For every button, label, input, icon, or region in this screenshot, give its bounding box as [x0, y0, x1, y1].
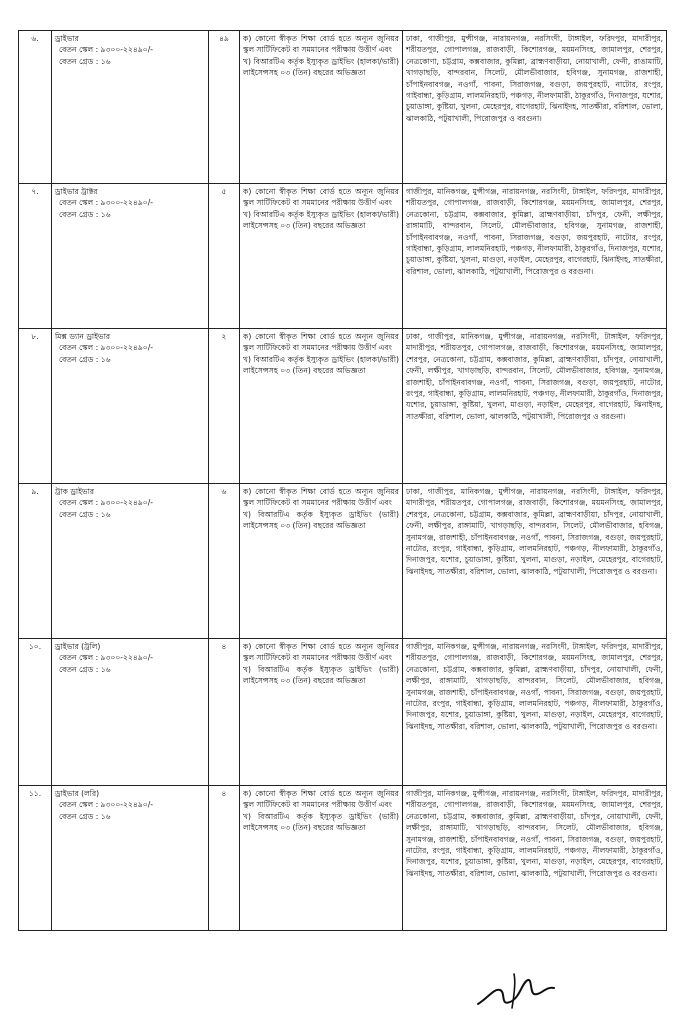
pay-scale: বেতন স্কেল : ৯৩০০-২২৪৯০/- — [59, 653, 153, 663]
eligible-districts: গাজীপুর, মানিকগঞ্জ, মুন্সীগঞ্জ, নারায়নগঞ্জ, নরসিংদী, টাঙ্গাইল, ফরিদপুর, মাদারীপুর, শরীয়তপুর, গোপালগঞ্জ, রাজবাড়ী, কিশোরগঞ্জ, ময়মনসিংহ, জামালপুর, শেরপুর, নেত্রকোনা, চট্টগ্রাম, কক্সবাজার, কুমিল্লা, ব্রাহ্মণবাড়ীয়া, চাঁদপুর, নোয়াখালী, ফেনী, লক্ষীপুর, রাঙ্গামাটি, খাগড়াছড়ি, বান্দরবান, সিলেট, মৌলভীবাজার, হবিগঞ্জ, সুনামগঞ্জ, রাজশাহী, চাঁপাইনবাবগঞ্জ, নওগাঁ, পাবনা, সিরাজগঞ্জ, বগুড়া, জয়পুরহাট, নাটোর, রংপুর, গাইবান্ধা, কুড়িগ্রাম, লালমনিরহাট, পঞ্চগড়, নীলফামারী, ঠাকুরগাঁও, দিনাজপুর, যশোর, চুয়াডাঙ্গা, কুষ্টিয়া, খুলনা, মাগুড়া, নড়াইল, মেহেরপুর, বাগেরহাট, ঝিনাইদহ, সাতক্ষীরা, বরিশাল, ভোলা, ঝালকাঠি, পটুয়াখালী, পিরোজপুর ও বরগুনা। — [403, 786, 667, 931]
post-name: ড্রাইভার ট্রাক্টর — [55, 187, 98, 196]
qualification-education: ক) কোনো স্বীকৃত শিক্ষা বোর্ড হতে অন্যূন জুনিয়র স্কুল সার্টিফিকেট বা সমমানের পরীক্ষায় উত্তীর্ণ এবং — [243, 332, 399, 353]
post-cell — [52, 639, 209, 786]
qualification-cell — [240, 786, 403, 931]
qualification-education: ক) কোনো স্বীকৃত শিক্ষা বোর্ড হতে অন্যূন জুনিয়র স্কুল সার্টিফিকেট বা সমমানের পরীক্ষায় উত্তীর্ণ এবং — [243, 187, 399, 208]
post-name: ড্রাইভার (লরি) — [55, 789, 100, 798]
post-name: ট্রাক ড্রাইভার — [55, 487, 95, 496]
serial-cell: ১১. — [19, 786, 52, 931]
serial-cell: ৯. — [19, 484, 52, 639]
post-name: ড্রাইভার — [55, 34, 79, 43]
vacancy-count: ৪ — [209, 639, 240, 786]
vacancy-count: ৪ — [209, 786, 240, 931]
post-cell — [52, 484, 209, 639]
qualification-cell — [240, 31, 403, 184]
post-cell — [52, 786, 209, 931]
post-name: ড্রাইভার (ট্রলি) — [55, 642, 101, 651]
table-row — [19, 639, 667, 786]
pay-grade: বেতন গ্রেড : ১৬ — [59, 56, 111, 66]
qualification-education: ক) কোনো স্বীকৃত শিক্ষা বোর্ড হতে অন্যূন জুনিয়র স্কুল সার্টিফিকেট বা সমমানের পরীক্ষায় উত্তীর্ণ এবং — [243, 487, 399, 508]
vacancy-count: ৫ — [209, 184, 240, 329]
pay-grade: বেতন গ্রেড : ১৬ — [59, 209, 111, 219]
qualification-license: খ) বিআরটিএ কর্তৃক ইস্যুকৃত ড্রাইভিং (ভারী) লাইসেন্সসহ ০৩ (তিন) বছরের অভিজ্ঞতা — [243, 509, 399, 531]
eligible-districts: গাজীপুর, মানিকগঞ্জ, মুন্সীগঞ্জ, নারায়নগঞ্জ, নরসিংদী, টাঙ্গাইল, ফরিদপুর, মাদারীপুর, শরীয়তপুর, গোপালগঞ্জ, রাজবাড়ী, কিশোরগঞ্জ, ময়মনসিংহ, জামালপুর, শেরপুর, নেত্রকোনা, চট্টগ্রাম, কক্সবাজার, কুমিল্লা, ব্রাহ্মণবাড়ীয়া, চাঁদপুর, ফেনী, লক্ষীপুর, রাঙ্গামাটি, বান্দরবান, সিলেট, মৌলভীবাজার, হবিগঞ্জ, সুনামগঞ্জ, রাজশাহী, চাঁপাইনবাবগঞ্জ, নওগাঁ, পাবনা, সিরাজগঞ্জ, বগুড়া, জয়পুরহাট, নাটোর, রংপুর, গাইবান্ধা, কুড়িগ্রাম, লালমনিরহাট, পঞ্চগড়, নীলফামারী, ঠাকুরগাঁও, দিনাজপুর, যশোর, চুয়াডাঙ্গা, কুষ্টিয়া, খুলনা, মাগুড়া, নড়াইল, মেহেরপুর, বাগেরহাট, ঝিনাইদহ, সাতক্ষীরা, বরিশাল, ভোলা, ঝালকাঠি, পটুয়াখালী, পিরোজপুর ও বরগুনা। — [403, 184, 667, 329]
pay-grade: বেতন গ্রেড : ১৬ — [59, 509, 111, 519]
table-row — [19, 184, 667, 329]
post-cell — [52, 184, 209, 329]
vacancy-count: ৪৯ — [209, 31, 240, 184]
qualification-cell — [240, 184, 403, 329]
qualification-license: খ) বিআরটিএ কর্তৃক ইস্যুকৃত ড্রাইভিং (হালকা/ভারী) লাইসেন্সসহ ০৩ (তিন) বছরের অভিজ্ঞতা — [243, 354, 399, 376]
qualification-cell — [240, 639, 403, 786]
qualification-license: খ) বিআরটিএ কর্তৃক ইস্যুকৃত ড্রাইভিং (ভারী) লাইসেন্সসহ ০৩ (তিন) বছরের অভিজ্ঞতা — [243, 664, 399, 686]
qualification-education: ক) কোনো স্বীকৃত শিক্ষা বোর্ড হতে অন্যূন জুনিয়র স্কুল সার্টিফিকেট বা সমমানের পরীক্ষায় উত্তীর্ণ এবং — [243, 789, 399, 810]
pay-grade: বেতন গ্রেড : ১৬ — [59, 354, 111, 364]
table-row — [19, 31, 667, 184]
eligible-districts: গাজীপুর, মানিকগঞ্জ, মুন্সীগঞ্জ, নারায়নগঞ্জ, নরসিংদী, টাঙ্গাইল, ফরিদপুর, মাদারীপুর, শরীয়তপুর, গোপালগঞ্জ, রাজবাড়ী, কিশোরগঞ্জ, ময়মনসিংহ, জামালপুর, শেরপুর, নেত্রকোনা, চট্টগ্রাম, কক্সবাজার, কুমিল্লা, ব্রাহ্মণবাড়ীয়া, চাঁদপুর, নোয়াখালী, ফেনী, লক্ষীপুর, রাঙ্গামাটি, খাগড়াছড়ি, বান্দরবান, সিলেট, মৌলভীবাজার, হবিগঞ্জ, সুনামগঞ্জ, রাজশাহী, চাঁপাইনবাবগঞ্জ, নওগাঁ, পাবনা, সিরাজগঞ্জ, বগুড়া, জয়পুরহাট, নাটোর, রংপুর, গাইবান্ধা, কুড়িগ্রাম, লালমনিরহাট, পঞ্চগড়, নীলফামারী, ঠাকুরগাঁও, দিনাজপুর, যশোর, চুয়াডাঙ্গা, কুষ্টিয়া, খুলনা, মাগুড়া, নড়াইল, মেহেরপুর, বাগেরহাট, ঝিনাইদহ, সাতক্ষীরা, বরিশাল, ভোলা, ঝালকাঠি, পটুয়াখালী, পিরোজপুর ও বরগুনা। — [403, 639, 667, 786]
pay-grade: বেতন গ্রেড : ১৬ — [59, 811, 111, 821]
qualification-cell — [240, 484, 403, 639]
qualification-license: খ) বিআরটিএ কর্তৃক ইস্যুকৃত ড্রাইভিং (ভারী) লাইসেন্সসহ ০৩ (তিন) বছরের অভিজ্ঞতা — [243, 811, 399, 833]
serial-cell: ১০. — [19, 639, 52, 786]
post-cell — [52, 329, 209, 484]
serial-cell: ৮. — [19, 329, 52, 484]
qualification-education: ক) কোনো স্বীকৃত শিক্ষা বোর্ড হতে অন্যূন জুনিয়র স্কুল সার্টিফিকেট বা সমমানের পরীক্ষায় উত্তীর্ণ এবং — [243, 34, 399, 55]
post-cell — [52, 31, 209, 184]
table-row — [19, 329, 667, 484]
eligible-districts: ঢাকা, গাজীপুর, মানিকগঞ্জ, মুন্সীগঞ্জ, নারায়নগঞ্জ, নরসিংদী, টাঙ্গাইল, ফরিদপুর, মাদারীপুর, শরীয়তপুর, গোপালগঞ্জ, রাজবাড়ী, কিশোরগঞ্জ, ময়মনসিংহ, জামালপুর, শেরপুর, নেত্রকোনা, চট্টগ্রাম, কক্সবাজার, কুমিল্লা, ব্রাহ্মণবাড়ীয়া, চাঁদপুর, নোয়াখালী, ফেনী, লক্ষীপুর, রাঙ্গামাটি, খাগড়াছড়ি, বান্দরবান, সিলেট, মৌলভীবাজার, হবিগঞ্জ, সুনামগঞ্জ, রাজশাহী, চাঁপাইনবাবগঞ্জ, নওগাঁ, পাবনা, সিরাজগঞ্জ, বগুড়া, জয়পুরহাট, নাটোর, রংপুর, গাইবান্ধা, কুড়িগ্রাম, লালমনিরহাট, পঞ্চগড়, নীলফামারী, ঠাকুরগাঁও, দিনাজপুর, যশোর, চুয়াডাঙ্গা, কুষ্টিয়া, খুলনা, মাগুড়া, নড়াইল, মেহেরপুর, বাগেরহাট, ঝিনাইদহ, সাতক্ষীরা, বরিশাল, ভোলা, ঝালকাঠি, পটুয়াখালী, পিরোজপুর ও বরগুনা। — [403, 484, 667, 639]
pay-scale: বেতন স্কেল : ৯৩০০-২২৪৯০/- — [59, 800, 153, 810]
qualification-license: খ) বিআরটিএ কর্তৃক ইস্যুকৃত ড্রাইভিং (হালকা/ভারী) লাইসেন্সসহ ০৩ (তিন) বছরের অভিজ্ঞতা — [243, 56, 399, 78]
pay-grade: বেতন গ্রেড : ১৬ — [59, 664, 111, 674]
eligible-districts: ঢাকা, গাজীপুর, মানিকগঞ্জ, মুন্সীগঞ্জ, নারায়নগঞ্জ, নরসিংদী, টাঙ্গাইল, ফরিদপুর, মাদারীপুর, শরীয়তপুর, গোপালগঞ্জ, রাজবাড়ী, কিশোরগঞ্জ, ময়মনসিংহ, জামালপুর, শেরপুর, নেত্রকোনা, চট্টগ্রাম, কক্সবাজার, কুমিল্লা, ব্রাহ্মণবাড়ীয়া, চাঁদপুর, নোয়াখালী, ফেনী, লক্ষীপুর, খাগড়াছড়ি, বান্দরবান, সিলেট, মৌলভীবাজার, হবিগঞ্জ, সুনামগঞ্জ, রাজশাহী, চাঁপাইনবাবগঞ্জ, নওগাঁ, পাবনা, সিরাজগঞ্জ, বগুড়া, জয়পুরহাট, নাটোর, রংপুর, গাইবান্ধা, কুড়িগ্রাম, লালমনিরহাট, পঞ্চগড়, নীলফামারী, ঠাকুরগাঁও, দিনাজপুর, যশোর, চুয়াডাঙ্গা, কুষ্টিয়া, খুলনা, মাগুড়া, নড়াইল, মেহেরপুর, বাগেরহাট, ঝিনাইদহ, সাতক্ষীরা, বরিশাল, ভোলা, ঝালকাঠি, পটুয়াখালী, পিরোজপুর ও বরগুনা। — [403, 329, 667, 484]
pay-scale: বেতন স্কেল : ৯৩০০-২২৪৯০/- — [59, 45, 153, 55]
pay-scale: বেতন স্কেল : ৯৩০০-২২৪৯০/- — [59, 198, 153, 208]
post-name: মিক্স ড্যান ড্রাইভার — [55, 332, 111, 341]
qualification-license: খ) বিআরটিএ কর্তৃক ইস্যুকৃত ড্রাইভিং (হালকা/ভারী) লাইসেন্সসহ ০৩ (তিন) বছরের অভিজ্ঞতা — [243, 209, 399, 231]
pay-scale: বেতন স্কেল : ৯৩০০-২২৪৯০/- — [59, 343, 153, 353]
table-row — [19, 786, 667, 931]
qualification-cell — [240, 329, 403, 484]
vacancy-count: ২ — [209, 329, 240, 484]
pay-scale: বেতন স্কেল : ৯৩০০-২২৪৯০/- — [59, 498, 153, 508]
table-row — [19, 484, 667, 639]
qualification-education: ক) কোনো স্বীকৃত শিক্ষা বোর্ড হতে অন্যূন জুনিয়র স্কুল সার্টিফিকেট বা সমমানের পরীক্ষায় উত্তীর্ণ এবং — [243, 642, 399, 663]
serial-cell: ৭. — [19, 184, 52, 329]
eligible-districts: ঢাকা, গাজীপুর, মুন্সীগঞ্জ, নারায়নগঞ্জ, নরসিংদী, টাঙ্গাইল, ফরিদপুর, মাদারীপুর, শরীয়তপুর, গোপালগঞ্জ, রাজবাড়ী, কিশোরগঞ্জ, ময়মনসিংহ, জামালপুর, শেরপুর, নেত্রকোণা, চট্টগ্রাম, কক্সবাজার, কুমিল্লা, ব্রাহ্মণবাড়ীয়া, নোয়াখালী, ফেনী, রাঙামাটি, খাগড়াছড়ি, বান্দরবান, সিলেট, মৌলভীবাজার, হবিগঞ্জ, সুনামগঞ্জ, রাজশাহী, চাঁপাইনবাবগঞ্জ, নওগাঁ, পাবনা, সিরাজগঞ্জ, বগুড়া, জয়পুরহাট, নাটোর, রংপুর, গাইবান্ধা, কুড়িগ্রাম, লালমনিরহাট, পঞ্চগড়, নীলফামারী, ঠাকুরগাঁও, দিনাজপুর, যশোর, চুয়াডাঙ্গা, কুষ্টিয়া, খুলনা, মেহেরপুর, বাগেরহাট, ঝিনাইদহ, সাতক্ষীরা, বরিশাল, ভোলা, ঝালকাঠি, পটুয়াখালী, পিরোজপুর ও বরগুনা। — [403, 31, 667, 184]
serial-cell: ৬. — [19, 31, 52, 184]
vacancy-count: ৬ — [209, 484, 240, 639]
signature-mark — [470, 968, 560, 1014]
job-table — [18, 30, 667, 931]
